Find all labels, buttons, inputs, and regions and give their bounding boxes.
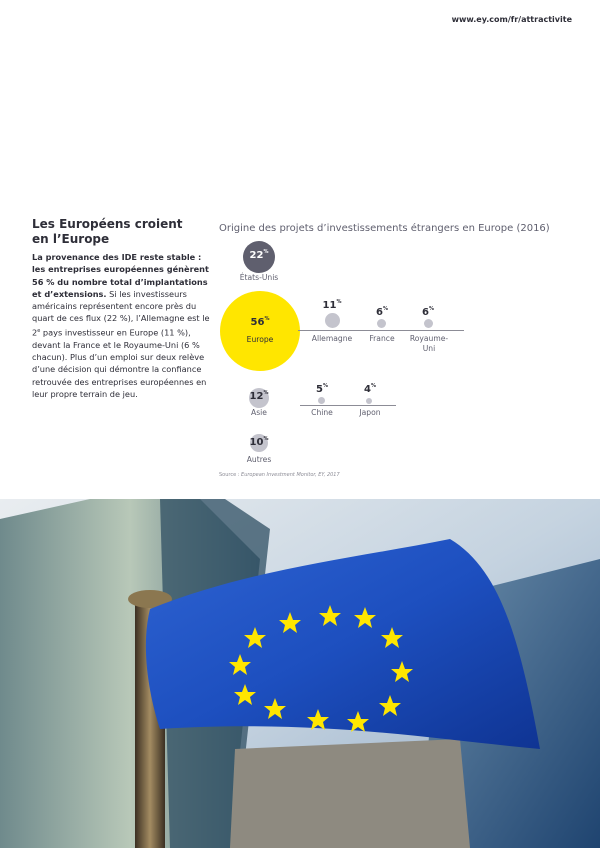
value-uk: 6% [422,306,434,318]
bubble-uk [424,319,433,328]
body-text-part2: pays investisseur en Europe (11 %), devant la France et le Royaume-Uni (6 % chacun). Plus d’un emploi sur deux relève d’une décision qui démontre la confiance retrouvée des entreprises européennes en leur propre terrain de jeu. [32,327,207,399]
value-japan: 4% [364,383,376,395]
eu-flag-photo [0,499,600,848]
label-asia: Asie [251,408,267,417]
header-url[interactable]: www.ey.com/fr/attractivite [451,15,572,24]
value-asia: 12% [249,390,269,402]
body-superscript: e [37,327,41,334]
label-china: Chine [311,408,333,417]
section-heading-line2: en l’Europe [32,232,110,246]
value-europe: 56% [250,316,270,328]
value-germany: 11% [322,299,342,311]
value-others: 10% [249,436,269,448]
label-japan: Japon [359,408,381,417]
label-us: États-Unis [239,273,279,282]
eu-flag-photo-svg [0,499,600,848]
bubble-europe [220,291,300,371]
label-uk [400,334,458,354]
value-france: 6% [376,306,388,318]
source-note: Source : European Investment Monitor, EY, 2017 [219,472,340,478]
bubble-france [377,319,386,328]
section-heading-line1: Les Européens croient [32,217,183,231]
label-uk-line1: Royaume- [409,334,449,343]
label-others: Autres [246,455,272,464]
body-paragraph [32,251,214,400]
label-uk-line2: Uni [422,344,436,353]
asia-breakdown-rule [300,405,396,406]
label-europe: Europe [246,335,274,344]
bubble-china [318,397,325,404]
value-us: 22% [249,249,269,261]
lead-text: La provenance des IDE reste stable : les entreprises européennes génèrent 56 % du nombre total d’implantations et d’extensions. [32,252,209,299]
section-heading [32,217,212,247]
chart-title: Origine des projets d’investissements étrangers en Europe (2016) [219,223,550,234]
bubble-germany [325,313,340,328]
value-china: 5% [316,383,328,395]
bubble-japan [366,398,372,404]
body-text-part1: Si les investisseurs américains représentent encore près du quart de ces flux (22 %), l’Allemagne est le 2 [32,288,210,338]
label-france: France [369,334,395,343]
label-germany: Allemagne [311,334,353,343]
europe-breakdown-rule [298,330,464,331]
